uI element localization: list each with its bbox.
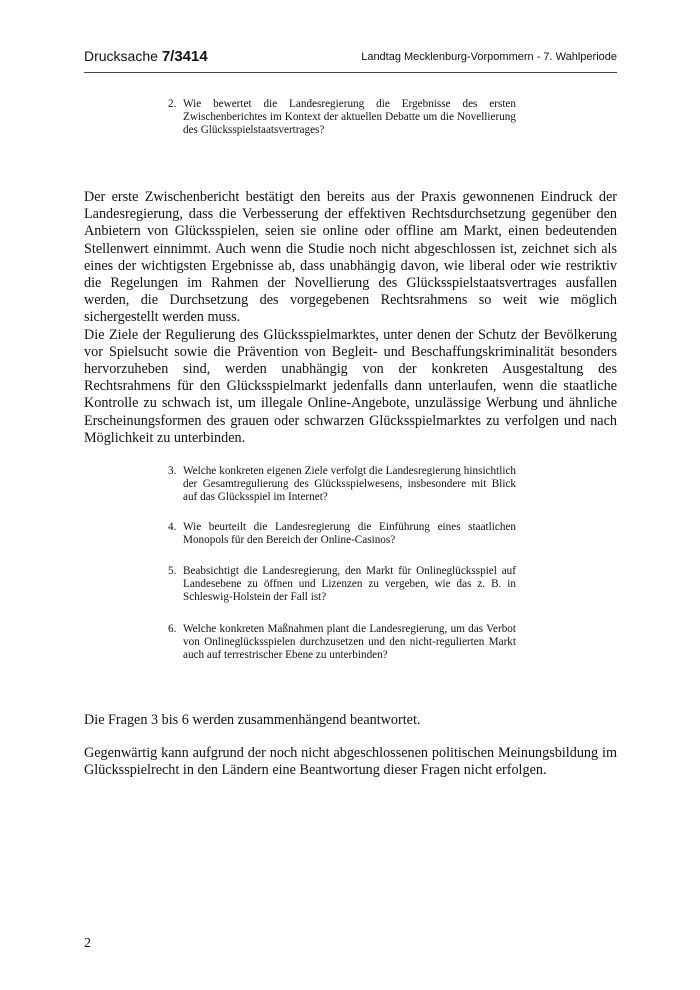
question-number: 6. xyxy=(168,623,177,635)
document-label: Drucksache xyxy=(84,48,158,64)
page-number: 2 xyxy=(84,936,91,951)
document-number-value: 7/3414 xyxy=(161,48,208,65)
question-text: Wie beurteilt die Landesregierung die Einführung eines staatlichen Monopols für den Bereich der Online-Casinos? xyxy=(183,521,516,547)
answer-3-6-text: Gegenwärtig kann aufgrund der noch nicht abgeschlossenen politischen Meinungsbildung im Glücksspielrecht in den Ländern eine Beantwortung dieser Fragen nicht erfolgen. xyxy=(84,745,617,779)
page-header xyxy=(84,46,617,73)
question-text: Wie bewertet die Landesregierung die Ergebnisse des ersten Zwischenberichtes im Kontext der aktuellen Debatte um die Novellierung des Glücksspielstaatsvertrages? xyxy=(183,98,516,137)
question-2 xyxy=(168,98,516,138)
question-text: Welche konkreten Maßnahmen plant die Landesregierung, um das Verbot von Onlineglücksspielen durchzusetzen und den nicht-regulierten Markt auch auf terrestrischer Ebene zu unterbinden? xyxy=(183,623,516,662)
answer-paragraph-2: Die Ziele der Regulierung des Glücksspielmarktes, unter denen der Schutz der Bevölkerung vor Spielsucht sowie die Prävention von Begleit- und Beschaffungskriminalität besonders hervorzuheben sind, werden unabhängig von der konkreten Ausgestaltung des Rechtsrahmens für den Glücksspielmarkt jedenfalls dann unterlaufen, wenn die staatliche Kontrolle zu schwach ist, um illegale Online-Angebote, unzulässige Werbung und ähnliche Erscheinungsformen des grauen oder schwarzen Glücksspielmarktes zu verfolgen und nach Möglichkeit zu unterbinden. xyxy=(84,326,617,446)
answer-paragraph-1: Der erste Zwischenbericht bestätigt den bereits aus der Praxis gewonnenen Eindruck der Landesregierung, dass die Verbesserung der effektiven Rechtsdurchsetzung gegenüber den Anbietern von Glücksspielen, seien sie online oder offline am Markt, einen bedeutenden Stellenwert einnimmt. Auch wenn die Studie noch nicht abgeschlossen ist, zeichnet sich als eines der wichtigsten Ergebnisse ab, dass unabhängig davon, wie liberal oder wie restriktiv die Regelungen im Rahmen der Novellierung des Glücksspielstaatsvertrages ausfallen werden, die Durchsetzung des vorgegebenen Rechtsrahmens so weit wie möglich sichergestellt werden muss. xyxy=(84,189,617,326)
question-number: 2. xyxy=(168,98,177,110)
question-text: Welche konkreten eigenen Ziele verfolgt die Landesregierung hinsichtlich der Gesamtregulierung des Glücksspielwesens, insbesondere mit Blick auf das Glücksspiel im Internet? xyxy=(183,465,516,504)
question-number: 3. xyxy=(168,465,177,477)
parliament-name: Landtag Mecklenburg-Vorpommern - 7. Wahlperiode xyxy=(361,51,617,63)
question-5 xyxy=(168,565,516,605)
question-6 xyxy=(168,623,516,663)
question-text: Beabsichtigt die Landesregierung, den Markt für Onlineglücksspiel auf Landesebene zu öffnen und Lizenzen zu vergeben, wie das z. B. in Schleswig-Holstein der Fall ist? xyxy=(183,565,516,604)
question-3 xyxy=(168,465,516,505)
question-number: 5. xyxy=(168,565,177,577)
answer-2 xyxy=(84,189,617,447)
question-number: 4. xyxy=(168,521,177,533)
document-number xyxy=(84,48,208,65)
answer-3-6-intro: Die Fragen 3 bis 6 werden zusammenhängend beantwortet. xyxy=(84,712,421,728)
question-4 xyxy=(168,521,516,547)
